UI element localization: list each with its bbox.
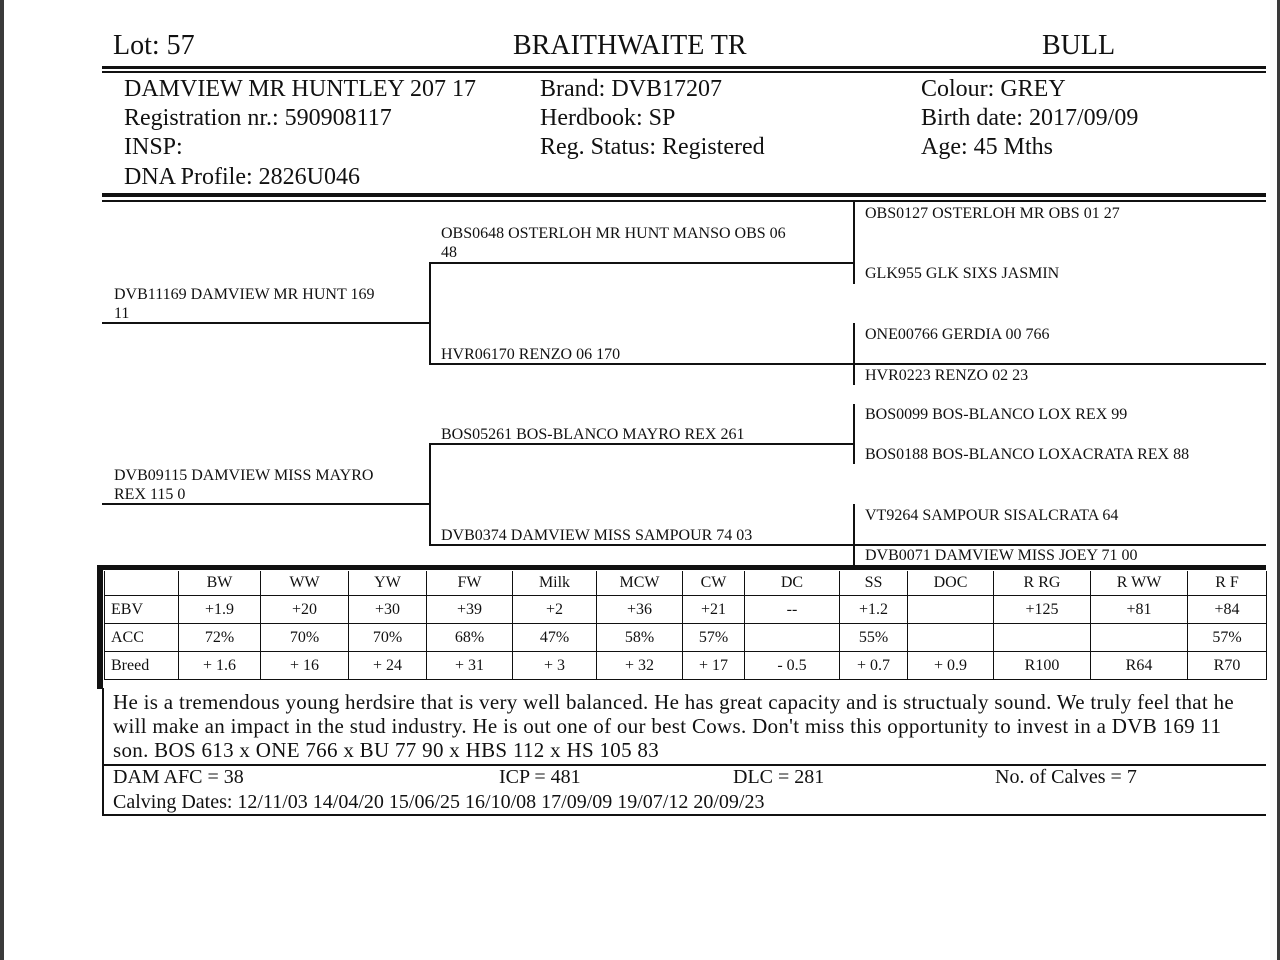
gg-divider-1 [853, 363, 1266, 365]
dlc: DLC = 281 [733, 766, 825, 788]
pedigree-dam-dam: DVB0374 DAMVIEW MISS SAMPOUR 74 03 [441, 527, 753, 544]
table-cell: R64 [1091, 652, 1188, 680]
ebv-col-rww: R WW [1091, 571, 1188, 596]
table-cell: + 31 [427, 652, 513, 680]
pedigree-gg-7: VT9264 SAMPOUR SISALCRATA 64 [865, 507, 1119, 524]
ebv-col-ss: SS [840, 571, 908, 596]
table-cell: R70 [1188, 652, 1267, 680]
table-cell: +36 [597, 596, 683, 624]
lot-number: Lot: 57 [113, 30, 195, 61]
gg-divider-2 [853, 544, 1266, 546]
pedigree-dam-line2: REX 115 0 [114, 486, 186, 503]
ebv-row-ebv [105, 596, 1267, 624]
table-cell [908, 596, 994, 624]
ebv-col-label [105, 571, 179, 596]
ebv-col-rrg: R RG [994, 571, 1091, 596]
ebv-col-doc: DOC [908, 571, 994, 596]
table-cell: 57% [683, 624, 745, 652]
pedigree-gg-8: DVB0071 DAMVIEW MISS JOEY 71 00 [865, 547, 1138, 564]
dna-profile: DNA Profile: 2826U046 [124, 164, 360, 190]
table-cell [745, 624, 840, 652]
table-cell: + 0.9 [908, 652, 994, 680]
herdbook: Herdbook: SP [540, 105, 676, 131]
table-cell: 55% [840, 624, 908, 652]
table-cell: Breed [105, 652, 179, 680]
ebv-col-rf: R F [1188, 571, 1267, 596]
pedigree-gg-6: BOS0188 BOS-BLANCO LOXACRATA REX 88 [865, 446, 1190, 463]
pedigree-sire-line2: 11 [114, 305, 130, 322]
colour: Colour: GREY [921, 76, 1066, 102]
table-cell: + 3 [513, 652, 597, 680]
header-rule-top-thin [102, 71, 1266, 73]
pedigree-dam-sire: BOS05261 BOS-BLANCO MAYRO REX 261 [441, 426, 745, 443]
sire-dam-connector [853, 323, 855, 385]
ebv-row-breed [105, 652, 1267, 680]
table-cell: ACC [105, 624, 179, 652]
table-cell: 70% [349, 624, 427, 652]
header-rule-top [102, 66, 1266, 69]
dam-dam-connector [853, 504, 855, 566]
sire-sire-line [429, 262, 854, 264]
table-cell: +39 [427, 596, 513, 624]
insp: INSP: [124, 134, 183, 160]
table-cell: 72% [179, 624, 261, 652]
table-cell: -- [745, 596, 840, 624]
calving-dates: Calving Dates: 12/11/03 14/04/20 15/06/25 16/10/08 17/09/09 19/07/12 20/09/23 [113, 791, 765, 813]
age: Age: 45 Mths [921, 134, 1053, 160]
table-rule-left [97, 565, 103, 689]
table-cell: +84 [1188, 596, 1267, 624]
pedigree-sire-sire-line1: OBS0648 OSTERLOH MR HUNT MANSO OBS 06 [441, 225, 786, 242]
table-cell: 57% [1188, 624, 1267, 652]
sire-connector-down [429, 323, 431, 363]
table-cell [994, 624, 1091, 652]
ebv-header-row [105, 571, 1267, 596]
ebv-row-acc [105, 624, 1267, 652]
table-cell: 58% [597, 624, 683, 652]
ebv-table [104, 571, 1267, 680]
pedigree-gg-4: HVR0223 RENZO 02 23 [865, 367, 1029, 384]
dam-dam-line [429, 544, 854, 546]
icp: ICP = 481 [499, 766, 581, 788]
table-cell: +21 [683, 596, 745, 624]
birth-date: Birth date: 2017/09/09 [921, 105, 1139, 131]
pedigree-sire-line1: DVB11169 DAMVIEW MR HUNT 169 [114, 286, 375, 303]
ebv-col-cw: CW [683, 571, 745, 596]
table-cell: +1.2 [840, 596, 908, 624]
table-cell: + 0.7 [840, 652, 908, 680]
ebv-col-yw: YW [349, 571, 427, 596]
dam-afc: DAM AFC = 38 [113, 766, 244, 788]
ebv-col-fw: FW [427, 571, 513, 596]
table-cell [908, 624, 994, 652]
pedigree-sire [114, 285, 374, 323]
pedigree-gg-2: GLK955 GLK SIXS JASMIN [865, 265, 1060, 282]
table-cell: +2 [513, 596, 597, 624]
table-cell: + 1.6 [179, 652, 261, 680]
info-rule-bottom-thin [102, 200, 1266, 202]
table-cell: - 0.5 [745, 652, 840, 680]
lot-description: He is a tremendous young herdsire that is very well balanced. He has great capacity and is structualy sound. We truly feel that he will make an impact in the stud industry. He is out one of our best Cows. Don't miss this opportunity to invest in a DVB 169 11 son. BOS 613 x ONE 766 x BU 77 90 x HBS 112 x HS 105 83 [113, 690, 1234, 762]
owner-name: BRAITHWAITE TR [513, 30, 747, 61]
pedigree-dam [114, 466, 373, 504]
pedigree-dam-line1: DVB09115 DAMVIEW MISS MAYRO [114, 467, 374, 484]
table-cell [1091, 624, 1188, 652]
number-of-calves: No. of Calves = 7 [995, 766, 1137, 788]
pedigree-gg-5: BOS0099 BOS-BLANCO LOX REX 99 [865, 406, 1128, 423]
dam-connector [429, 443, 431, 545]
sire-connector-up [429, 263, 431, 323]
ebv-col-dc: DC [745, 571, 840, 596]
animal-name: DAMVIEW MR HUNTLEY 207 17 [124, 76, 476, 102]
table-cell: R100 [994, 652, 1091, 680]
table-cell: + 17 [683, 652, 745, 680]
ebv-col-mcw: MCW [597, 571, 683, 596]
footer-rule-bottom [102, 814, 1266, 816]
table-cell: EBV [105, 596, 179, 624]
sire-sire-connector [853, 202, 855, 284]
page-edge-left [0, 0, 4, 960]
sire-line [102, 322, 430, 324]
info-rule-bottom [102, 193, 1266, 197]
table-cell: 70% [261, 624, 349, 652]
table-cell: + 24 [349, 652, 427, 680]
pedigree-gg-1: OBS0127 OSTERLOH MR OBS 01 27 [865, 205, 1120, 222]
ebv-col-bw: BW [179, 571, 261, 596]
pedigree-sire-sire-line2: 48 [441, 244, 457, 261]
sire-dam-line [429, 363, 854, 365]
lower-frame-left [102, 688, 104, 815]
pedigree-sire-dam: HVR06170 RENZO 06 170 [441, 346, 621, 363]
table-cell: +81 [1091, 596, 1188, 624]
table-rule-top [97, 565, 1266, 570]
table-cell: + 32 [597, 652, 683, 680]
pedigree-sire-sire [441, 224, 786, 262]
table-cell: 68% [427, 624, 513, 652]
animal-sex: BULL [1042, 30, 1116, 61]
dam-sire-line [429, 443, 854, 445]
dam-sire-connector [853, 404, 855, 464]
pedigree-gg-3: ONE00766 GERDIA 00 766 [865, 326, 1050, 343]
table-cell: +1.9 [179, 596, 261, 624]
registration-status: Reg. Status: Registered [540, 134, 765, 160]
table-cell: +20 [261, 596, 349, 624]
dam-line [102, 503, 430, 505]
table-cell: 47% [513, 624, 597, 652]
ebv-col-milk: Milk [513, 571, 597, 596]
registration-number: Registration nr.: 590908117 [124, 105, 392, 131]
table-cell: +30 [349, 596, 427, 624]
brand: Brand: DVB17207 [540, 76, 722, 102]
table-cell: +125 [994, 596, 1091, 624]
table-cell: + 16 [261, 652, 349, 680]
ebv-col-ww: WW [261, 571, 349, 596]
